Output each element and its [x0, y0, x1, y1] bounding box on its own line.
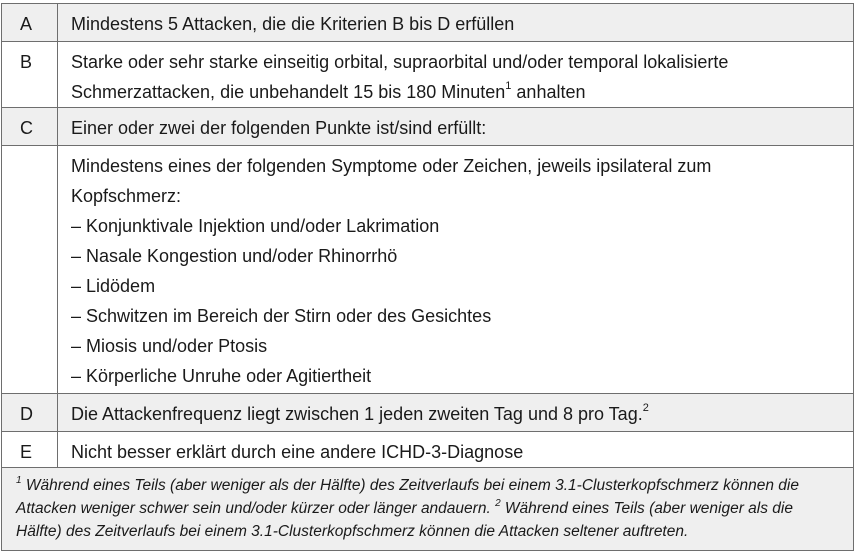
- text-line: [71, 77, 845, 107]
- text-line: Mindestens eines der folgenden Symptome oder Zeichen, jeweils ipsilateral zum: [71, 156, 712, 176]
- text-fragment: Während eines Teils (aber weniger als die: [500, 500, 793, 517]
- criterion-row-b: [2, 42, 854, 108]
- criterion-letter: A: [2, 4, 58, 42]
- criterion-row-d: [2, 394, 854, 432]
- footnote-row: [2, 468, 854, 551]
- criterion-letter: C: [2, 108, 58, 146]
- list-item: – Konjunktivale Injektion und/oder Lakrimation: [71, 216, 440, 236]
- symptom-list-cell: [58, 146, 854, 394]
- text-line: [16, 474, 845, 497]
- text-fragment: anhalten: [511, 82, 586, 102]
- empty-letter-cell: [2, 146, 58, 394]
- text-fragment: Attacken weniger schwer sein und/oder kürzer oder länger andauern.: [16, 500, 496, 517]
- footnote-marker: 1: [16, 474, 22, 486]
- text-fragment: Schmerzattacken, die unbehandelt 15 bis 180 Minuten: [71, 82, 506, 102]
- list-item: – Lidödem: [71, 276, 156, 296]
- criterion-text: [58, 42, 854, 108]
- criteria-table: [1, 3, 854, 551]
- criterion-text: Einer oder zwei der folgenden Punkte ist/sind erfüllt:: [58, 108, 854, 146]
- footnote-text: [2, 468, 854, 551]
- text-line: [16, 497, 845, 520]
- list-item: – Körperliche Unruhe oder Agitiertheit: [71, 366, 372, 386]
- criterion-text: [58, 394, 854, 432]
- criterion-text: Mindestens 5 Attacken, die die Kriterien B bis D erfüllen: [58, 4, 854, 42]
- criterion-letter: D: [2, 394, 58, 432]
- criterion-row-e: [2, 432, 854, 468]
- list-item: – Nasale Kongestion und/oder Rhinorrhö: [71, 246, 398, 266]
- criterion-letter: B: [2, 42, 58, 108]
- text-line: Starke oder sehr starke einseitig orbital, supraorbital und/oder temporal lokalisierte: [71, 52, 729, 72]
- criterion-row-c: [2, 108, 854, 146]
- list-item: – Miosis und/oder Ptosis: [71, 336, 268, 356]
- footnote-marker: 1: [505, 80, 512, 92]
- criterion-text: Nicht besser erklärt durch eine andere ICHD-3-Diagnose: [58, 432, 854, 468]
- criterion-row-c-detail: [2, 146, 854, 394]
- text-line: Hälfte) des Zeitverlaufs bei einem 3.1-Clusterkopfschmerz können die Attacken seltener auftreten.: [16, 523, 689, 540]
- criterion-row-a: [2, 4, 854, 42]
- footnote-marker: 2: [642, 402, 649, 414]
- text-line: Kopfschmerz:: [71, 186, 182, 206]
- criterion-letter: E: [2, 432, 58, 468]
- list-item: – Schwitzen im Bereich der Stirn oder des Gesichtes: [71, 306, 492, 326]
- text-fragment: Während eines Teils (aber weniger als der Hälfte) des Zeitverlaufs bei einem 3.1-Clusterkopfschmerz können die: [21, 477, 799, 494]
- text-fragment: Die Attackenfrequenz liegt zwischen 1 jeden zweiten Tag und 8 pro Tag.: [71, 404, 643, 424]
- footnote-marker: 2: [495, 497, 501, 509]
